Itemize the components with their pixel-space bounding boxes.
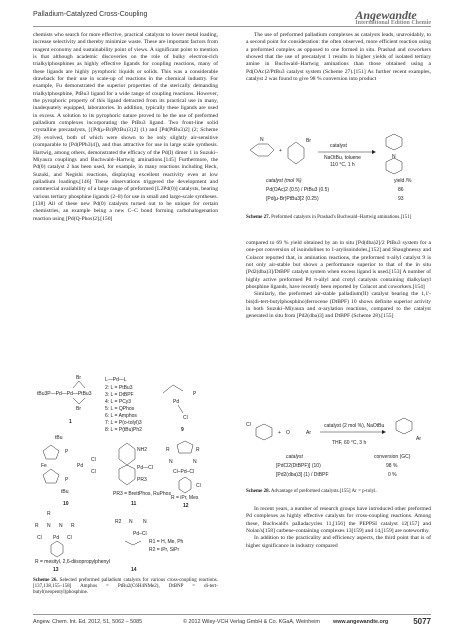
svg-text:7: L = P(o-tolyl)3: 7: L = P(o-tolyl)3 [105, 420, 142, 426]
scheme-28-caption: Scheme 28. Advantage of preformed catalysts.[155] Ar = p-tolyl. [246, 489, 377, 494]
svg-text:4: L = PCy3: 4: L = PCy3 [105, 399, 132, 405]
svg-text:Pd: Pd [77, 463, 84, 469]
header-rule [33, 26, 431, 27]
svg-text:Cl: Cl [37, 535, 42, 541]
svg-text:O: O [286, 430, 290, 436]
compound-12 [166, 441, 201, 509]
svg-text:catalyst: catalyst [286, 454, 303, 460]
svg-text:R: R [71, 523, 75, 529]
svg-text:8: L = P(tBu)Ph2: 8: L = P(tBu)Ph2 [105, 427, 142, 433]
journal-url[interactable]: www.angewandte.org [333, 619, 389, 625]
svg-text:N: N [169, 459, 173, 465]
svg-text:Cl: Cl [246, 422, 251, 428]
svg-text:[Pd2(dba)3] (1) / DtBPF: [Pd2(dba)3] (1) / DtBPF [276, 472, 329, 478]
scheme-28 [246, 414, 431, 499]
svg-text:10: 10 [63, 501, 69, 507]
svg-text:R: R [196, 447, 200, 453]
svg-text:NH2: NH2 [137, 447, 148, 453]
svg-text:9: 9 [181, 427, 184, 433]
journal-logo [355, 8, 431, 26]
svg-text:+: + [279, 148, 282, 154]
svg-text:N: N [59, 523, 63, 529]
svg-text:PR3 = BrettPhos, RuPhos: PR3 = BrettPhos, RuPhos [113, 491, 171, 497]
svg-text:R2: R2 [115, 519, 122, 525]
svg-text:yield /%: yield /% [394, 178, 412, 184]
scheme-28-reaction [246, 414, 431, 484]
svg-text:Cl: Cl [91, 457, 96, 463]
svg-text:5: L = QPhos: 5: L = QPhos [105, 406, 135, 412]
right-column-top [246, 32, 431, 83]
svg-text:R = mesityl, 2,6-diisopropylph: R = mesityl, 2,6-diisopropylphenyl [35, 559, 110, 565]
svg-text:Pd—Cl: Pd—Cl [137, 465, 153, 471]
paragraph: chemists who search for more effective, practical catalysts to lower metal loading, increase selectivity and thereby minimize waste. These are important factors from reagent economy and sustainability point of views. A significant point to mention is that although academic discoveries on the role of bulky electron-rich trialkylphosphines as highly effective ligands for coupling reactions, many of these ligands are highly pyrophoric liquids or solids. This was a considerable drawback for their use in scale-up of reactions in the chemical industry. For example, Fu demonstrated the superior properties of the sterically demanding trialkylphosphine, PtBu3 ligand for a wide range of coupling reactions. However, the pyrophoric property of this ligand detracted from its practical use in many, inadequately equipped, laboratories. In addition, typically these ligands are used in excess. A solution to its pyrophoric nature proved to be the use of preformed palladium complexes incorporating the PtBu3 ligand. Two front-line solid crystalline precatalysts, [{Pd(μ-Br)P(tBu)3}2] (1) and [Pd(PtBu3)2] (2; Scheme 26) evolved, both of which were shown to be only slightly air-sensitive (comparable to [Pd(PPh3)4]), and thus attractive for use in large scale synthesis. Hartwig, among others, demonstrated the efficacy of the Pd(I) dimer 1 in Suzuki–Miyaura couplings and Buchwald–Hartwig aminations.[145] Furthermore, the Pd(0) catalyst 2 has been used, for example, in many reactions including Heck, Suzuki, and Negishi reactions, displaying excellent reactivity even at low palladium loadings.[146] These observations triggered the development and commercial availability of a large range of preformed [L2Pd(0)] catalysts, bearing various tertiary phosphine ligands (2–8) for use in small and large-scale syntheses.[138] All of these new Pd(0) catalysts turned out to be unique for certain chemistries, an example being a new C–C bond forming carbohalogenation reaction using [Pd(Q-Phos)2].[150] [33, 32, 218, 222]
page-footer [33, 614, 431, 628]
svg-text:86: 86 [398, 187, 404, 193]
svg-text:R: R [35, 523, 39, 529]
svg-text:R = iPr, Mes: R = iPr, Mes [171, 495, 199, 501]
right-column-mid [246, 240, 431, 321]
paragraph: The use of preformed palladium complexes as catalysts leads, unavoidably, to a second point for consideration: the often observed, more efficient reaction using a preformed complex as opposed to one formed in situ. Prashad and coworkers showed that the use of precatalyst 1 results in higher yields of isolated tertiary amine in Buchwald–Hartwig aminations than those obtained using a Pd(OAc)2/PtBu3 catalyst system (Scheme 27).[151] As further recent examples, catalyst 2 was found to give 98 % conversion into product [246, 32, 431, 83]
svg-text:L—Pd—L: L—Pd—L [105, 377, 127, 383]
svg-text:tBu: tBu [61, 489, 69, 495]
page-number: 5077 [413, 617, 431, 626]
compound-14 [115, 519, 184, 571]
svg-text:Cl–Pd–Cl: Cl–Pd–Cl [173, 469, 195, 475]
svg-text:Pd–Cl: Pd–Cl [133, 531, 147, 537]
svg-text:Pd(OAc)2 (0.5) / PtBu3 (0.5): Pd(OAc)2 (0.5) / PtBu3 (0.5) [266, 187, 330, 193]
svg-text:P: P [65, 477, 69, 483]
svg-text:R1 = H, Me, Ph: R1 = H, Me, Ph [149, 539, 184, 545]
compound-13 [35, 511, 110, 571]
svg-text:0 %: 0 % [388, 472, 397, 478]
svg-text:tBu: tBu [55, 435, 63, 441]
svg-text:14: 14 [131, 567, 137, 571]
svg-text:N: N [129, 519, 133, 525]
svg-text:N: N [260, 137, 264, 143]
svg-text:Ar: Ar [416, 436, 421, 442]
svg-text:Cl: Cl [196, 483, 201, 489]
svg-text:Br: Br [76, 406, 81, 412]
svg-text:1: 1 [69, 419, 72, 425]
svg-text:11: 11 [131, 501, 137, 507]
citation: Angew. Chem. Int. Ed. 2012, 51, 5062 – 5085 [33, 619, 143, 625]
paragraph: Similarly, the preformed air-stable palladium(II) catalyst bearing the 1,1'-bis(di-tert-butylphosphino)ferrocene (DtBPF) 10 shows definite superior activity in both Suzuki–Miyaura and α-arylation reactions, compared to the catalyst generated in situ from [Pd2(dba)3] and DtBPF (Scheme 28).[155] [246, 291, 431, 320]
paragraph: compared to 69 % yield obtained by an in situ [Pd(dba)2]/2 PtBu3 system for a one-pot conversion of isoindolines to 1-arylisoindoles,[152] and Shaughnessy and Colacot reported that, in amination reactions, the preformed π-allyl catalyst 9 is not only air-stable but shows a performance superior to that of the in situ [Pd2(dba)3]/DtBPF catalyst system when excess ligand is used.[153] A number of highly active preformed Pd π-allyl and crotyl catalysts containing dialkylaryl phosphine ligands, have recently been reported by Colacot and coworkers.[154] [246, 240, 431, 291]
left-column [33, 32, 218, 223]
scheme-26-caption: Scheme 26. Selected preformed palladium catalysts for various cross-coupling reactions.[137,138,155–158] Amphos = PtBu2(C6H4NMe2), DtBNP = di-tert-butyl(neopentyl)phosphine. [33, 578, 219, 596]
compound-1 [37, 375, 92, 425]
copyright: © 2012 Wiley-VCH Verlag GmbH & Co. KGaA, Weinheim [183, 619, 320, 625]
scheme-27-caption: Scheme 27. Preformed catalysts in Prashad's Buchwald–Hartwig aminations.[151] [246, 215, 412, 220]
svg-text:93: 93 [398, 196, 404, 202]
svg-text:PR3: PR3 [137, 477, 147, 483]
compound-11 [113, 443, 171, 507]
svg-text:2: L = PtBu3: 2: L = PtBu3 [105, 385, 133, 391]
svg-text:R: R [166, 447, 170, 453]
compound-10 [41, 435, 96, 507]
svg-text:110 °C, 1 h: 110 °C, 1 h [330, 162, 355, 168]
svg-text:Ar: Ar [306, 430, 311, 436]
svg-text:R2 = iPr, SiPr: R2 = iPr, SiPr [149, 547, 180, 553]
svg-text:catalyst: catalyst [330, 143, 347, 149]
journal-sub: International Edition Chemie [355, 20, 431, 26]
svg-text:P: P [193, 391, 197, 397]
paragraph: In addition to the practicality and efficiency aspects, the third point that is of higher significance in industry compared [246, 535, 431, 549]
compound-9 [163, 385, 197, 433]
svg-text:tBu3P—Pd—Pd—PtBu3: tBu3P—Pd—Pd—PtBu3 [37, 391, 92, 397]
svg-text:catalyst (2 mol %), NaOtBu: catalyst (2 mol %), NaOtBu [324, 423, 385, 429]
paragraph: In recent years, a number of research groups have introduced other preformed Pd complexes as highly effective catalysts for cross-coupling reactions. Among these, Buchwald's palladacycles 11,[156] the PEPPSI catalyst 12[157] and Nolan's[158] carbene-containing complexes 13[159] and 14,[159] are noteworthy. [246, 506, 431, 535]
svg-text:N: N [193, 459, 197, 465]
svg-text:Br: Br [76, 375, 81, 381]
scheme-26 [33, 373, 218, 613]
running-title: Palladium-Catalyzed Cross-Coupling [33, 11, 148, 18]
scheme-26-structures [33, 373, 218, 571]
svg-text:3: L = DtBPF: 3: L = DtBPF [105, 392, 134, 398]
svg-text:[PdCl2(DtBPF)] (10): [PdCl2(DtBPF)] (10) [276, 463, 321, 469]
journal-name: Angewandte [355, 8, 417, 22]
svg-text:N: N [392, 154, 396, 160]
svg-text:Cl: Cl [183, 415, 188, 421]
svg-text:Cl: Cl [67, 535, 72, 541]
svg-text:Pd: Pd [173, 399, 180, 405]
svg-text:THF, 60 °C, 3 h: THF, 60 °C, 3 h [332, 440, 367, 446]
svg-text:Fe: Fe [41, 463, 47, 469]
svg-text:N: N [47, 523, 51, 529]
svg-text:12: 12 [183, 503, 189, 509]
compounds-2-8 [105, 377, 142, 433]
svg-text:98 %: 98 % [386, 463, 398, 469]
svg-text:[Pd(μ-Br)PtBu3]2 (0.25): [Pd(μ-Br)PtBu3]2 (0.25) [266, 196, 319, 202]
page-header [33, 8, 431, 26]
svg-text:+: + [278, 430, 281, 436]
svg-text:13: 13 [53, 567, 59, 571]
svg-text:Cl: Cl [91, 469, 96, 475]
scheme-27-reaction [246, 130, 431, 210]
svg-text:R: R [47, 511, 51, 517]
svg-text:Br: Br [306, 138, 311, 144]
svg-text:NaOtBu, toluene: NaOtBu, toluene [324, 155, 361, 161]
svg-text:6: L = Amphos: 6: L = Amphos [105, 413, 137, 419]
svg-text:catalyst (mol %): catalyst (mol %) [266, 178, 302, 184]
svg-text:conversion (GC): conversion (GC) [374, 454, 411, 460]
scheme-27 [246, 130, 431, 240]
svg-text:N: N [143, 519, 147, 525]
svg-text:P: P [65, 449, 69, 455]
svg-text:Pd: Pd [53, 535, 60, 541]
right-column-bottom [246, 506, 431, 550]
